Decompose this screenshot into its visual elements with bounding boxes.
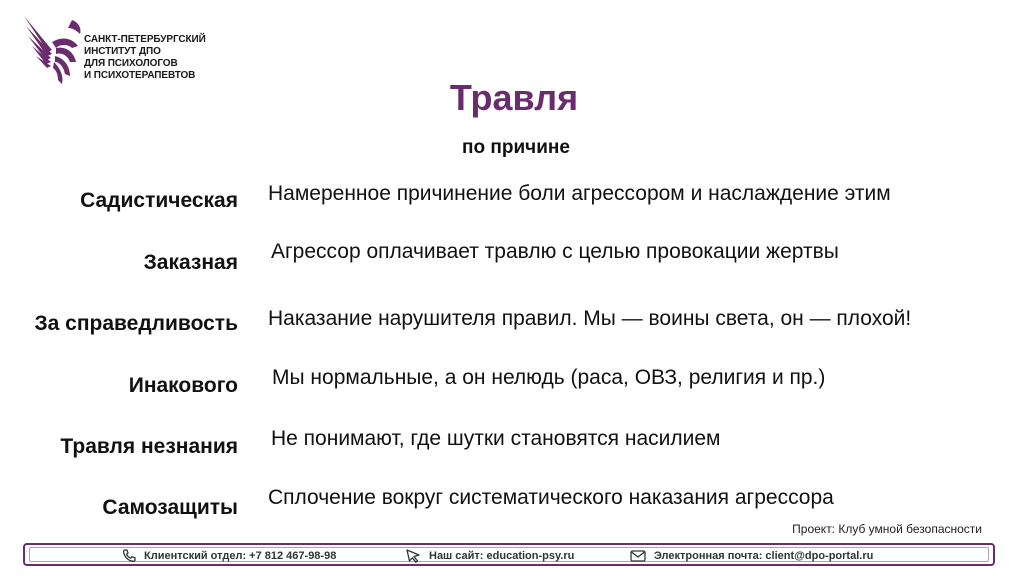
- logo-line: И ПСИХОТЕРАПЕВТОВ: [84, 70, 196, 81]
- logo-line: ИНСТИТУТ ДПО: [84, 46, 161, 57]
- row-label-selfdefense: Самозащиты: [102, 496, 238, 519]
- logo-line: САНКТ-ПЕТЕРБУРГСКИЙ: [84, 34, 206, 45]
- slide-subtitle: по причине: [462, 137, 570, 158]
- slide-title: Травля: [449, 77, 579, 118]
- row-desc-ignorance: Не понимают, где шутки становятся насилием: [271, 427, 721, 450]
- row-desc-justice: Наказание нарушителя правил. Мы — воины света, он — плохой!: [268, 307, 912, 330]
- footer-site[interactable]: [406, 548, 574, 563]
- row-desc-otherness: Мы нормальные, а он нелюдь (раса, ОВЗ, религия и пр.): [272, 366, 826, 389]
- row-label-ordered: Заказная: [143, 251, 238, 274]
- row-desc-ordered: Агрессор оплачивает травлю с целью провокации жертвы: [271, 240, 839, 263]
- logo-line: ДЛЯ ПСИХОЛОГОВ: [84, 58, 178, 69]
- contact-footer: [23, 543, 995, 566]
- cursor-icon: [406, 549, 421, 563]
- footer-phone-text: Клиентский отдел: +7 812 467-98-98: [144, 549, 337, 562]
- row-label-sadistic: Садистическая: [80, 189, 238, 212]
- project-caption: Проект: Клуб умной безопасности: [792, 522, 982, 536]
- row-label-ignorance: Травля незнания: [60, 435, 238, 458]
- footer-email[interactable]: [630, 548, 873, 563]
- owl-wings-icon: [22, 12, 84, 86]
- row-desc-sadistic: Намеренное причинение боли агрессором и наслаждение этим: [268, 182, 891, 205]
- row-desc-selfdefense: Сплочение вокруг систематического наказания агрессора: [268, 486, 834, 509]
- footer-phone[interactable]: [122, 548, 336, 563]
- phone-icon: [122, 549, 136, 562]
- row-label-otherness: Инакового: [128, 374, 238, 397]
- footer-site-text: Наш сайт: education-psy.ru: [429, 549, 575, 562]
- footer-inner-frame: [29, 547, 989, 562]
- logo-text: [84, 34, 206, 82]
- envelope-icon: [630, 550, 646, 562]
- row-label-justice: За справедливость: [34, 312, 238, 335]
- footer-email-text: Электронная почта: client@dpo-portal.ru: [654, 549, 874, 562]
